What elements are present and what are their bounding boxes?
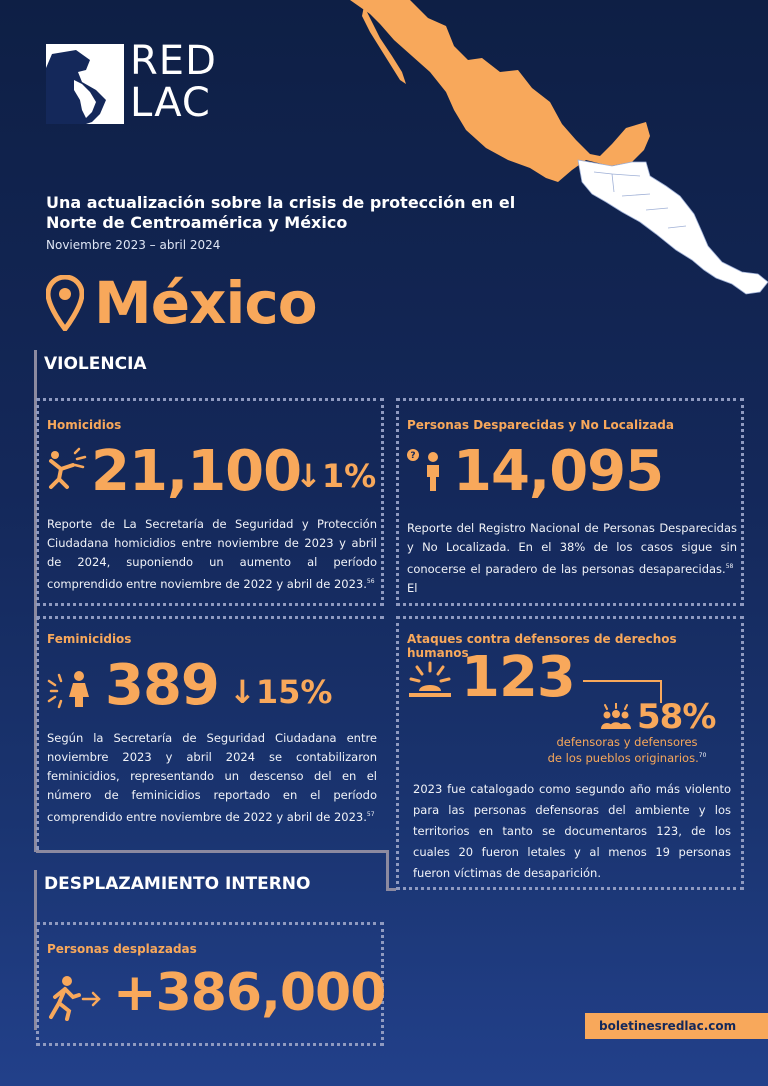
logo-text [130, 40, 217, 124]
americas-logo-icon [46, 44, 124, 124]
svg-text:?: ? [410, 451, 416, 461]
attacks-value: 123 [461, 645, 575, 710]
section-title-violence: VIOLENCIA [44, 354, 147, 374]
step-line-v [386, 850, 389, 890]
attacks-label: Ataques contra defensores de derechos humanos [407, 632, 677, 660]
femicides-delta: ↓15% [229, 673, 333, 711]
redlac-logo [46, 38, 226, 126]
femicides-value: 389 [105, 653, 219, 718]
displaced-value: +386,000 [113, 963, 386, 1023]
disappeared-card [396, 398, 744, 606]
homicides-text-body: Reporte de La Secretaría de Seguridad y Protección Ciudadana homicidios entre noviembre de 2023 y abril de 2024, suponiendo un aumento al período comprendido entre noviembre de 2022 y abril de 2023. [47, 517, 377, 591]
section-title-displacement: DESPLAZAMIENTO INTERNO [44, 874, 311, 894]
caption-line-1: defensoras y defensores [556, 735, 698, 749]
homicides-text [47, 515, 377, 594]
disappeared-value: 14,095 [453, 439, 664, 504]
mexico-central-america-map [350, 0, 768, 310]
disappeared-text-body: Reporte del Registro Nacional de Personas Desparecidas y No Localizada. En el 38% de los casos sigue sin conocerse el paradero de las personas desaparecidas. [407, 521, 737, 576]
femicides-text [47, 729, 377, 827]
caption-line-2: de los pueblos originarios. [547, 750, 699, 765]
femicides-text-body: Según la Secretaría de Seguridad Ciudadana entre noviembre 2023 y abril 2024 se contabilizaron feminicidios, representando un descenso del en el número de feminicidios reportado en el período comprendido entre noviembre de 2022 y abril de 2023. [47, 731, 377, 824]
logo-line-2: LAC [130, 80, 211, 126]
homicides-delta: ↓1% [295, 457, 377, 495]
disappeared-text [407, 519, 737, 598]
displaced-card [36, 922, 384, 1046]
country-heading [46, 268, 317, 338]
homicides-value: 21,100 [91, 439, 302, 504]
disappeared-text-trail: El [407, 580, 418, 595]
location-pin-icon [46, 275, 84, 331]
attacks-percent: 58% [637, 697, 716, 737]
attacks-card [396, 616, 744, 890]
group-icon [597, 703, 635, 731]
woman-icon [47, 669, 97, 709]
disappeared-footnote: 58 [725, 563, 734, 570]
country-name: México [94, 269, 317, 337]
homicides-card [36, 398, 384, 606]
step-line-h [36, 850, 388, 853]
missing-person-icon [407, 447, 447, 493]
homicides-label: Homicidios [47, 418, 122, 432]
displaced-label: Personas desplazadas [47, 942, 197, 956]
homicides-footnote: 56 [366, 578, 375, 585]
femicides-footnote: 57 [366, 811, 375, 818]
attacks-percent-caption [529, 735, 725, 765]
website-link[interactable]: boletinesredlac.com [585, 1013, 768, 1039]
violence-person-icon [47, 447, 87, 491]
logo-line-1: RED [130, 38, 217, 84]
date-range: Noviembre 2023 – abril 2024 [46, 238, 221, 252]
step-line-h2 [386, 888, 396, 891]
walking-person-icon [47, 975, 103, 1021]
defender-attack-icon [407, 657, 453, 699]
disappeared-label: Personas Desparecidas y No Localizada [407, 418, 674, 432]
femicides-card [36, 616, 384, 850]
attacks-footnote: 70 [698, 752, 707, 759]
attacks-text: 2023 fue catalogado como segundo año más violento para las personas defensoras del ambiente y los territorios en tanto se documentaros 123, de los cuales 20 fueron letales y al menos 19 personas fueron víctimas de desaparición. [413, 782, 731, 880]
femicides-label: Feminicidios [47, 632, 132, 646]
report-subtitle: Una actualización sobre la crisis de protección en el Norte de Centroamérica y México [46, 193, 516, 232]
